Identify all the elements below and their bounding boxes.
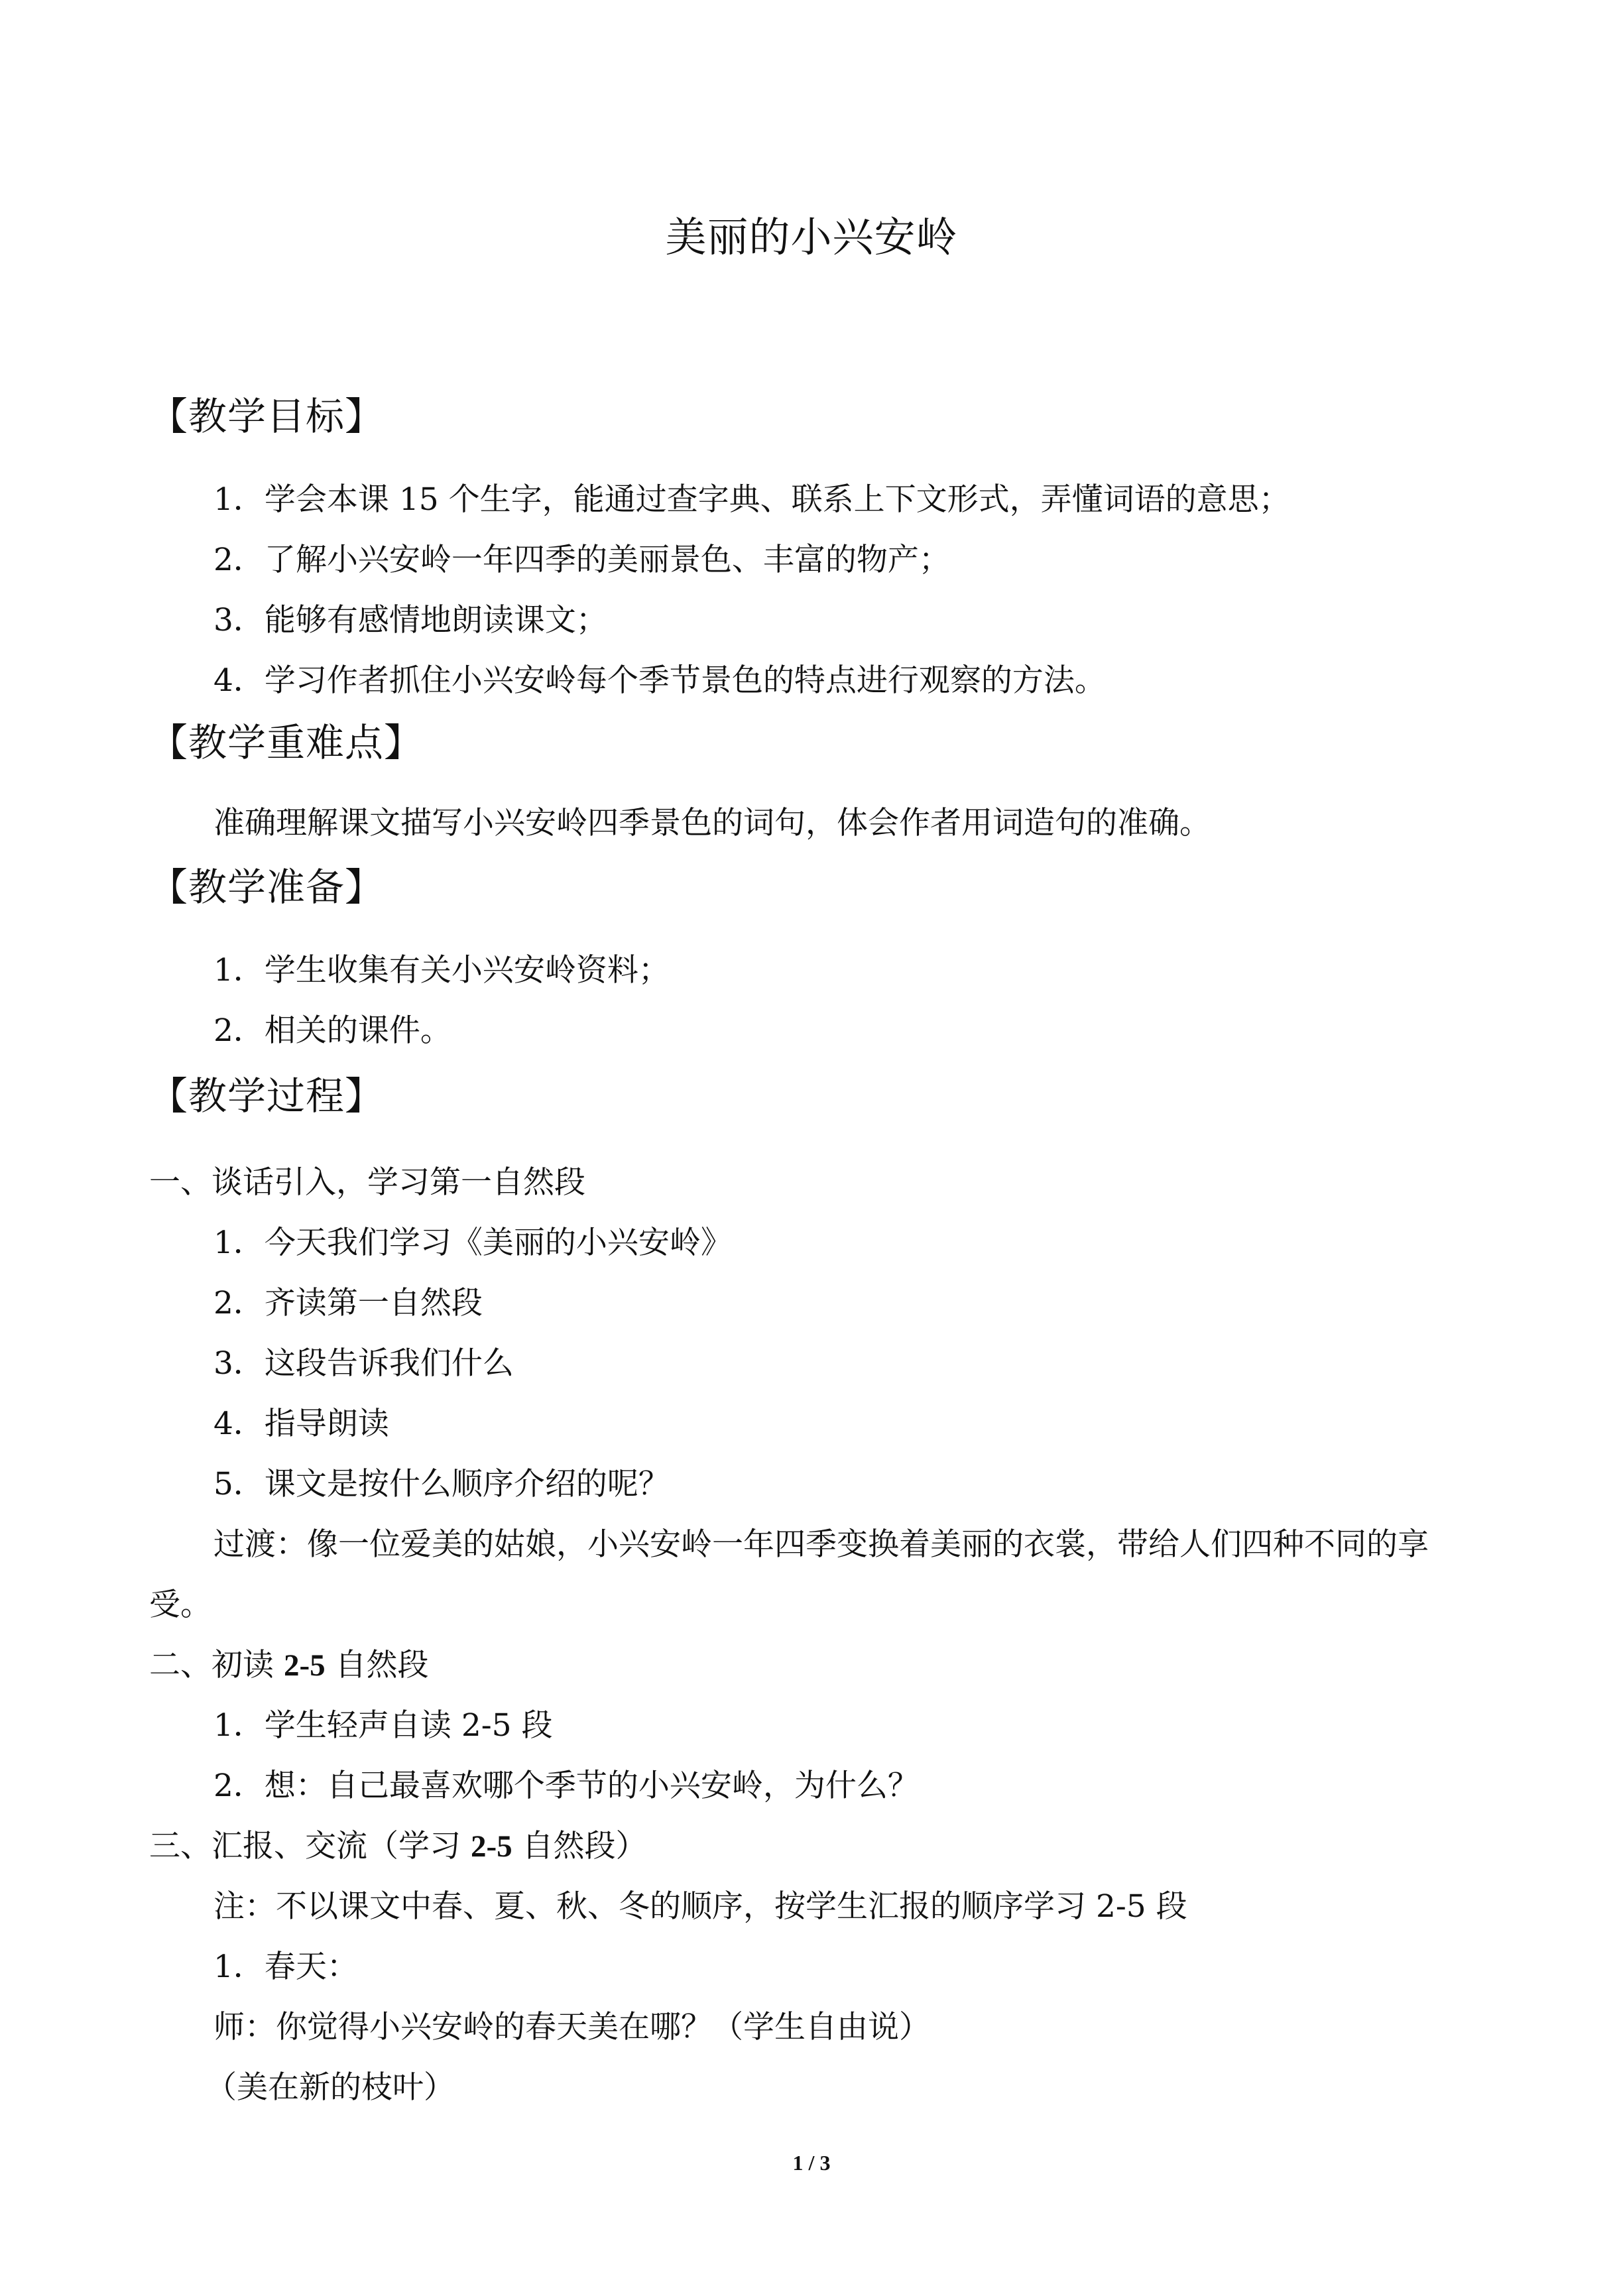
- process-section-2-title-range: 2-5: [283, 1648, 326, 1683]
- preparation-item-1: 1．学生收集有关小兴安岭资料；: [213, 952, 670, 989]
- document-title: 美丽的小兴安岭: [665, 213, 958, 261]
- process-section-1-item-5: 5．课文是按什么顺序介绍的呢？: [213, 1466, 670, 1502]
- spring-label: 1．春天：: [213, 1949, 358, 1985]
- process-section-3-title-prefix: 三、汇报、交流（学习: [149, 1828, 471, 1864]
- process-section-3-title-suffix: 自然段）: [512, 1828, 647, 1864]
- process-section-1-item-4: 4．指导朗读: [213, 1406, 389, 1442]
- process-section-1-item-2: 2．齐读第一自然段: [213, 1285, 483, 1321]
- process-section-2-title-prefix: 二、初读: [149, 1647, 284, 1683]
- process-section-2-title: [149, 1644, 429, 1687]
- process-section-2-item-1: 1．学生轻声自读 2-5 段: [213, 1707, 553, 1744]
- process-section-3-title-range: 2-5: [470, 1829, 512, 1864]
- key-points-text: 准确理解课文描写小兴安岭四季景色的词句，体会作者用词造句的准确。: [213, 805, 1211, 841]
- process-section-3-title: [149, 1825, 647, 1868]
- objective-item-2: 2．了解小兴安岭一年四季的美丽景色、丰富的物产；: [213, 542, 950, 578]
- preparation-item-2: 2．相关的课件。: [213, 1012, 451, 1049]
- process-note: 注：不以课文中春、夏、秋、冬的顺序，按学生汇报的顺序学习 2-5 段: [213, 1888, 1187, 1925]
- objective-item-3: 3．能够有感情地朗读课文；: [213, 602, 607, 638]
- process-heading: 【教学过程】: [149, 1073, 385, 1118]
- teacher-question: 师：你觉得小兴安岭的春天美在哪？（学生自由说）: [213, 2009, 930, 2045]
- transition-line-1: 过渡：像一位爱美的姑娘，小兴安岭一年四季变换着美丽的衣裳，带给人们四种不同的享: [213, 1526, 1429, 1563]
- process-section-1-title: 一、谈话引入，学习第一自然段: [149, 1164, 585, 1201]
- objective-item-4: 4．学习作者抓住小兴安岭每个季节景色的特点进行观察的方法。: [213, 662, 1106, 699]
- objective-item-1: 1．学会本课 15 个生字，能通过查字典、联系上下文形式，弄懂词语的意思；: [213, 481, 1290, 518]
- transition-line-2: 受。: [149, 1587, 211, 1623]
- process-section-2-item-2: 2．想：自己最喜欢哪个季节的小兴安岭，为什么？: [213, 1768, 919, 1804]
- student-answer: （美在新的枝叶）: [206, 2069, 455, 2106]
- process-section-2-title-suffix: 自然段: [325, 1647, 429, 1683]
- preparation-heading: 【教学准备】: [149, 865, 385, 910]
- page-number: 1 / 3: [792, 2151, 831, 2175]
- objectives-heading: 【教学目标】: [149, 394, 385, 439]
- process-section-1-item-3: 3．这段告诉我们什么: [213, 1345, 514, 1382]
- process-section-1-item-1: 1．今天我们学习《美丽的小兴安岭》: [213, 1225, 732, 1261]
- key-points-heading: 【教学重难点】: [149, 720, 424, 765]
